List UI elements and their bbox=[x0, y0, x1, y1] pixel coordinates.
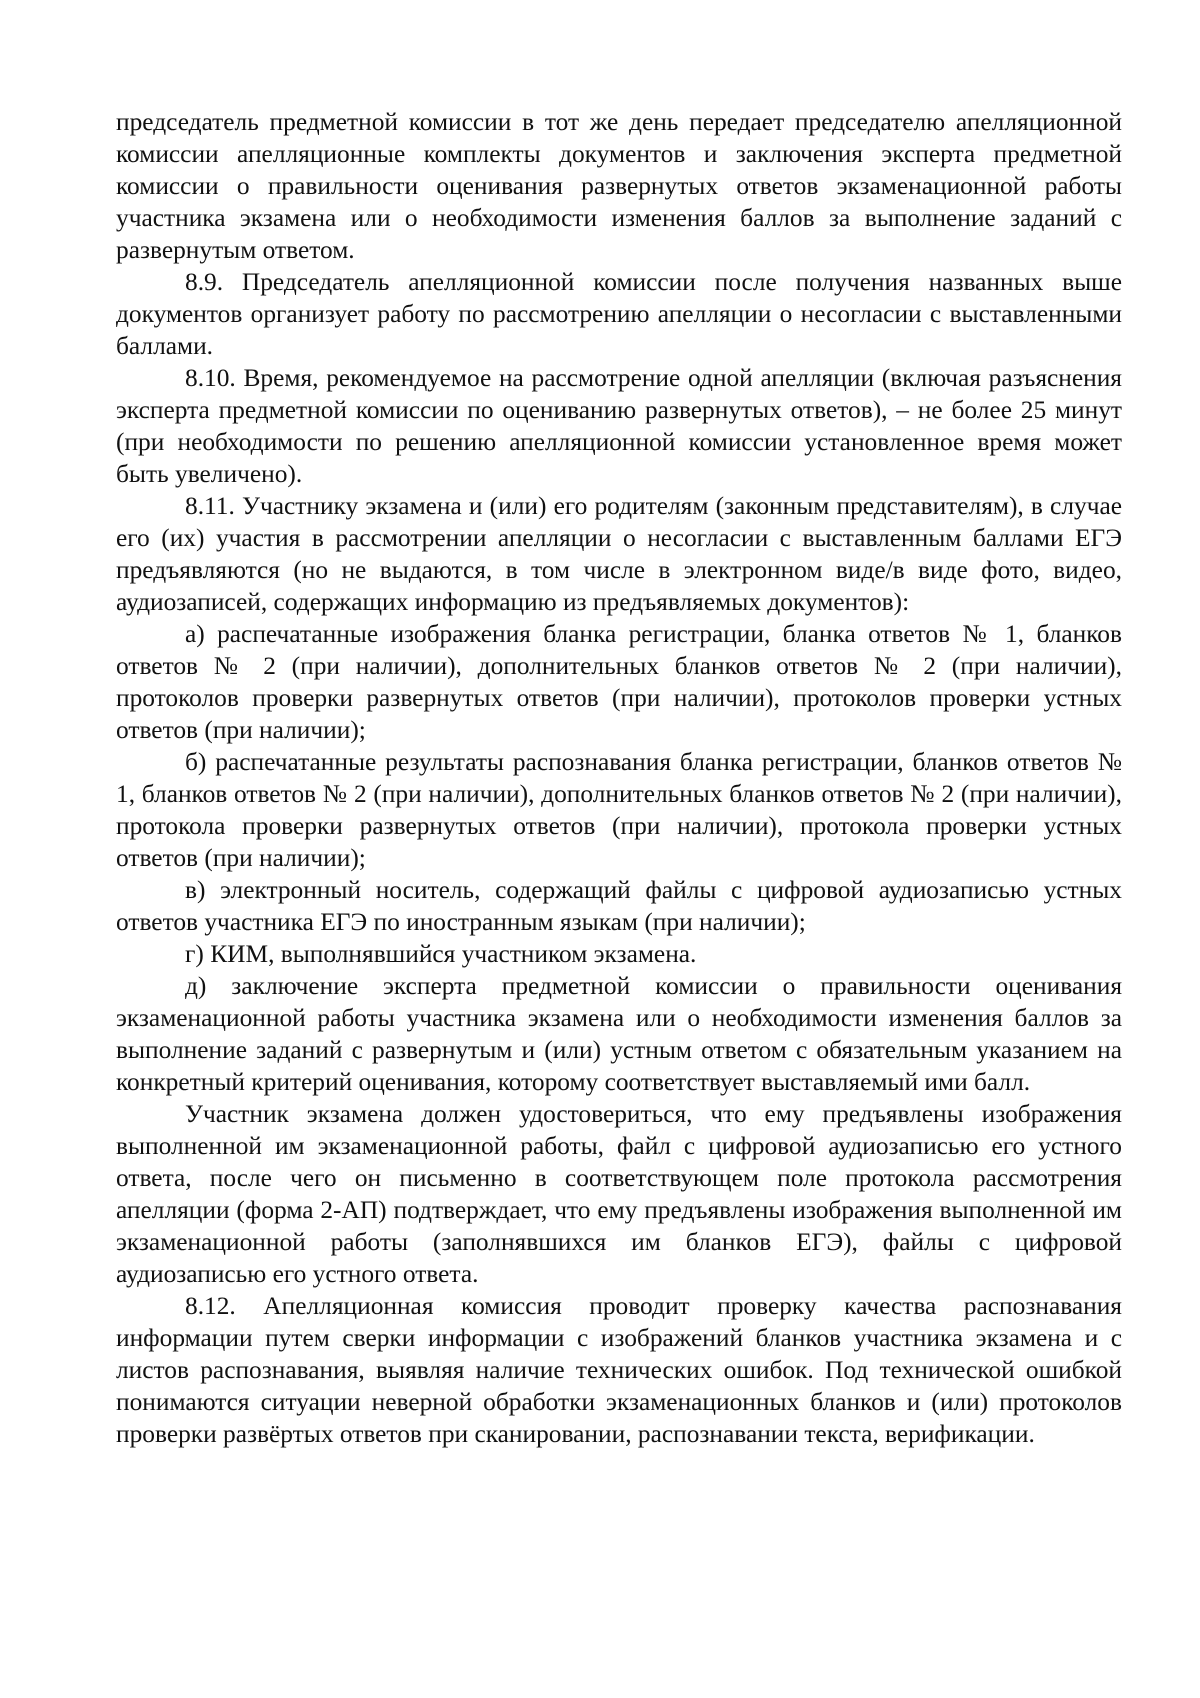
list-item-g: г) КИМ, выполнявшийся участником экзамена. bbox=[185, 940, 697, 968]
list-item-a: а) распечатанные изображения бланка регистрации, бланка ответов № 1, бланков ответов № 2 (при наличии), дополнительных бланков ответов № 2 (при наличии), протоколов проверки развернутых ответов (при наличии), протоколов проверки устных ответов (при наличии); bbox=[116, 620, 1122, 744]
paragraph-8-11: 8.11. Участнику экзамена и (или) его родителям (законным представителям), в случае его (их) участия в рассмотрении апелляции о несогласии с выставленным баллами ЕГЭ предъявляются (но не выдаются, в том числе в электронном виде/в виде фото, видео, аудиозаписей, содержащих информацию из предъявляемых документов): bbox=[116, 492, 1122, 616]
paragraph-8-9: 8.9. Председатель апелляционной комиссии после получения названных выше документов организует работу по рассмотрению апелляции о несогласии с выставленными баллами. bbox=[116, 268, 1122, 360]
paragraph-participant-verification: Участник экзамена должен удостовериться, что ему предъявлены изображения выполненной им экзаменационной работы, файл с цифровой аудиозаписью его устного ответа, после чего он письменно в соответствующем поле протокола рассмотрения апелляции (форма 2-АП) подтверждает, что ему предъявлены изображения выполненной им экзаменационной работы (заполнявшихся им бланков ЕГЭ), файлы с цифровой аудиозаписью его устного ответа. bbox=[116, 1100, 1122, 1288]
list-item-d: д) заключение эксперта предметной комиссии о правильности оценивания экзаменационной работы участника экзамена или о необходимости изменения баллов за выполнение заданий с развернутым и (или) устным ответом с обязательным указанием на конкретный критерий оценивания, которому соответствует выставляемый ими балл. bbox=[116, 972, 1122, 1096]
list-item-v: в) электронный носитель, содержащий файлы с цифровой аудиозаписью устных ответов участника ЕГЭ по иностранным языкам (при наличии); bbox=[116, 876, 1122, 936]
paragraph-continuation: председатель предметной комиссии в тот же день передает председателю апелляционной комиссии апелляционные комплекты документов и заключения эксперта предметной комиссии о правильности оценивания развернутых ответов экзаменационной работы участника экзамена или о необходимости изменения баллов за выполнение заданий с развернутым ответом. bbox=[116, 108, 1122, 264]
paragraph-8-12: 8.12. Апелляционная комиссия проводит проверку качества распознавания информации путем сверки информации с изображений бланков участника экзамена и с листов распознавания, выявляя наличие технических ошибок. Под технической ошибкой понимаются ситуации неверной обработки экзаменационных бланков и (или) протоколов проверки развёртых ответов при сканировании, распознавании текста, верификации. bbox=[116, 1292, 1122, 1448]
list-item-b: б) распечатанные результаты распознавания бланка регистрации, бланков ответов № 1, бланков ответов № 2 (при наличии), дополнительных бланков ответов № 2 (при наличии), протокола проверки развернутых ответов (при наличии), протокола проверки устных ответов (при наличии); bbox=[116, 748, 1122, 872]
paragraph-8-10: 8.10. Время, рекомендуемое на рассмотрение одной апелляции (включая разъяснения эксперта предметной комиссии по оцениванию развернутых ответов), – не более 25 минут (при необходимости по решению апелляционной комиссии установленное время может быть увеличено). bbox=[116, 364, 1122, 488]
document-page bbox=[116, 106, 1122, 1450]
